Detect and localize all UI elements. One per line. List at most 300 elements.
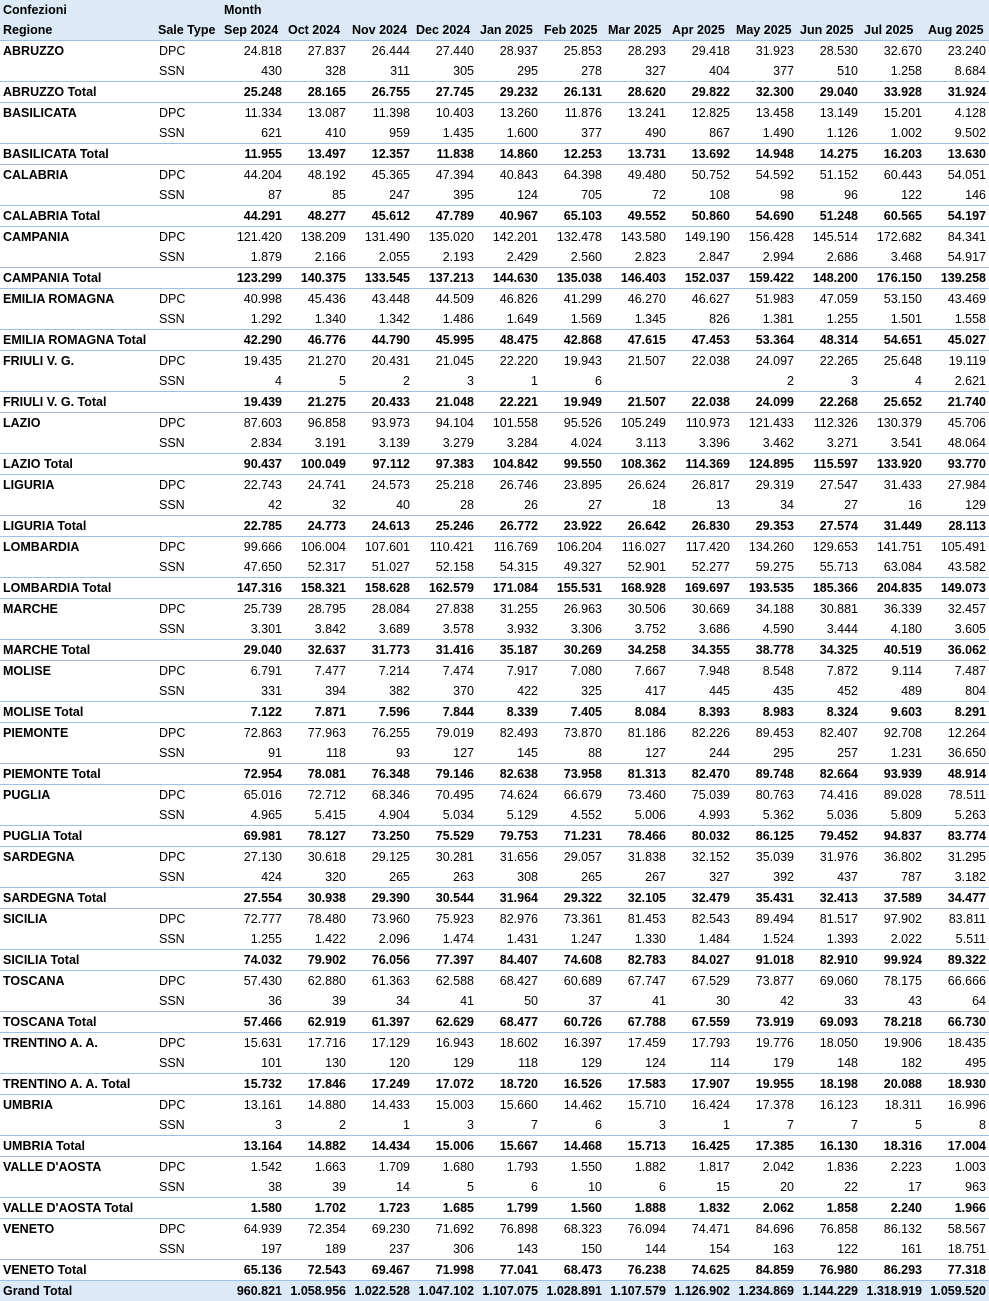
value-cell[interactable]: 107.601 <box>349 537 413 558</box>
value-cell[interactable]: 78.511 <box>925 785 989 806</box>
value-cell[interactable]: 1.524 <box>733 929 797 950</box>
value-cell[interactable]: 311 <box>349 61 413 82</box>
value-cell[interactable]: 58.567 <box>925 1219 989 1240</box>
value-cell[interactable]: 150 <box>541 1239 605 1260</box>
value-cell[interactable]: 105.249 <box>605 413 669 434</box>
value-cell[interactable]: 7.948 <box>669 661 733 682</box>
value-cell[interactable]: 32.670 <box>861 41 925 62</box>
value-cell[interactable]: 31.449 <box>861 516 925 537</box>
value-cell[interactable]: 60.726 <box>541 1012 605 1033</box>
value-cell[interactable]: 14.882 <box>285 1136 349 1157</box>
value-cell[interactable]: 75.039 <box>669 785 733 806</box>
value-cell[interactable]: 3.113 <box>605 433 669 454</box>
value-cell[interactable]: 48.064 <box>925 433 989 454</box>
region-total-label[interactable]: TOSCANA Total <box>0 1012 155 1033</box>
value-cell[interactable]: 74.032 <box>221 950 285 971</box>
value-cell[interactable]: 3.541 <box>861 433 925 454</box>
value-cell[interactable]: 45.027 <box>925 330 989 351</box>
value-cell[interactable]: 172.682 <box>861 227 925 248</box>
value-cell[interactable]: 265 <box>349 867 413 888</box>
value-cell[interactable]: 7.872 <box>797 661 861 682</box>
value-cell[interactable]: 117.420 <box>669 537 733 558</box>
value-cell[interactable]: 7.122 <box>221 702 285 723</box>
value-cell[interactable]: 1.340 <box>285 309 349 330</box>
region-cell[interactable] <box>0 495 155 516</box>
value-cell[interactable]: 14.275 <box>797 144 861 165</box>
value-cell[interactable]: 7.917 <box>477 661 541 682</box>
value-cell[interactable]: 33 <box>797 991 861 1012</box>
region-total-label[interactable]: LOMBARDIA Total <box>0 578 155 599</box>
value-cell[interactable]: 28.620 <box>605 82 669 103</box>
sale-type-cell[interactable] <box>155 578 221 599</box>
value-cell[interactable]: 1.484 <box>669 929 733 950</box>
value-cell[interactable]: 2.834 <box>221 433 285 454</box>
sale-type-cell[interactable]: SSN <box>155 371 221 392</box>
sale-type-cell[interactable] <box>155 888 221 909</box>
value-cell[interactable]: 189 <box>285 1239 349 1260</box>
value-cell[interactable]: 134.260 <box>733 537 797 558</box>
value-cell[interactable]: 41 <box>413 991 477 1012</box>
value-cell[interactable]: 18.316 <box>861 1136 925 1157</box>
value-cell[interactable]: 60.689 <box>541 971 605 992</box>
value-cell[interactable]: 76.056 <box>349 950 413 971</box>
value-cell[interactable]: 2.055 <box>349 247 413 268</box>
value-cell[interactable]: 20 <box>733 1177 797 1198</box>
region-cell[interactable]: PIEMONTE <box>0 723 155 744</box>
value-cell[interactable]: 79.452 <box>797 826 861 847</box>
value-cell[interactable]: 395 <box>413 185 477 206</box>
value-cell[interactable]: 263 <box>413 867 477 888</box>
value-cell[interactable]: 3.191 <box>285 433 349 454</box>
value-cell[interactable]: 1.680 <box>413 1157 477 1178</box>
value-cell[interactable]: 22.038 <box>669 351 733 372</box>
sale-type-cell[interactable]: SSN <box>155 619 221 640</box>
value-cell[interactable]: 18.050 <box>797 1033 861 1054</box>
value-cell[interactable]: 86.132 <box>861 1219 925 1240</box>
value-cell[interactable]: 1.490 <box>733 123 797 144</box>
value-cell[interactable]: 5.129 <box>477 805 541 826</box>
value-cell[interactable]: 16.130 <box>797 1136 861 1157</box>
value-cell[interactable]: 42 <box>221 495 285 516</box>
value-cell[interactable]: 37 <box>541 991 605 1012</box>
value-cell[interactable]: 1.888 <box>605 1198 669 1219</box>
value-cell[interactable]: 106.004 <box>285 537 349 558</box>
value-cell[interactable]: 19.776 <box>733 1033 797 1054</box>
value-cell[interactable]: 1.474 <box>413 929 477 950</box>
value-cell[interactable]: 114 <box>669 1053 733 1074</box>
value-cell[interactable]: 40.519 <box>861 640 925 661</box>
value-cell[interactable]: 101 <box>221 1053 285 1074</box>
value-cell[interactable]: 490 <box>605 123 669 144</box>
value-cell[interactable]: 2.847 <box>669 247 733 268</box>
value-cell[interactable]: 5.036 <box>797 805 861 826</box>
value-cell[interactable]: 30.618 <box>285 847 349 868</box>
value-cell[interactable]: 204.835 <box>861 578 925 599</box>
value-cell[interactable]: 80.763 <box>733 785 797 806</box>
value-cell[interactable]: 1.003 <box>925 1157 989 1178</box>
value-cell[interactable]: 81.453 <box>605 909 669 930</box>
value-cell[interactable]: 142.201 <box>477 227 541 248</box>
value-cell[interactable]: 9.603 <box>861 702 925 723</box>
value-cell[interactable]: 26.817 <box>669 475 733 496</box>
value-cell[interactable]: 11.876 <box>541 103 605 124</box>
value-cell[interactable]: 154 <box>669 1239 733 1260</box>
value-cell[interactable]: 91.018 <box>733 950 797 971</box>
value-cell[interactable]: 27.554 <box>221 888 285 909</box>
value-cell[interactable]: 76.858 <box>797 1219 861 1240</box>
value-cell[interactable]: 31.433 <box>861 475 925 496</box>
value-cell[interactable]: 16.943 <box>413 1033 477 1054</box>
value-cell[interactable]: 437 <box>797 867 861 888</box>
value-cell[interactable]: 7.214 <box>349 661 413 682</box>
value-cell[interactable]: 124 <box>605 1053 669 1074</box>
sale-type-cell[interactable] <box>155 1260 221 1281</box>
region-cell[interactable]: ABRUZZO <box>0 41 155 62</box>
value-cell[interactable]: 34.355 <box>669 640 733 661</box>
value-cell[interactable]: 13.260 <box>477 103 541 124</box>
value-cell[interactable]: 159.422 <box>733 268 797 289</box>
month-header[interactable]: Jun 2025 <box>797 20 861 41</box>
sale-type-cell[interactable]: DPC <box>155 599 221 620</box>
value-cell[interactable]: 435 <box>733 681 797 702</box>
value-cell[interactable]: 28.165 <box>285 82 349 103</box>
value-cell[interactable]: 18.602 <box>477 1033 541 1054</box>
value-cell[interactable]: 1.550 <box>541 1157 605 1178</box>
value-cell[interactable]: 50 <box>477 991 541 1012</box>
value-cell[interactable]: 24.097 <box>733 351 797 372</box>
value-cell[interactable]: 12.253 <box>541 144 605 165</box>
value-cell[interactable]: 121.433 <box>733 413 797 434</box>
sale-type-cell[interactable]: SSN <box>155 991 221 1012</box>
value-cell[interactable]: 370 <box>413 681 477 702</box>
value-cell[interactable]: 3.468 <box>861 247 925 268</box>
value-cell[interactable]: 2.193 <box>413 247 477 268</box>
value-cell[interactable]: 267 <box>605 867 669 888</box>
value-cell[interactable]: 53.150 <box>861 289 925 310</box>
value-cell[interactable]: 48.192 <box>285 165 349 186</box>
value-cell[interactable]: 54.197 <box>925 206 989 227</box>
value-cell[interactable]: 5 <box>861 1115 925 1136</box>
value-cell[interactable]: 2.062 <box>733 1198 797 1219</box>
value-cell[interactable]: 21.270 <box>285 351 349 372</box>
value-cell[interactable]: 24.773 <box>285 516 349 537</box>
value-cell[interactable]: 60.565 <box>861 206 925 227</box>
value-cell[interactable]: 76.238 <box>605 1260 669 1281</box>
value-cell[interactable]: 3.462 <box>733 433 797 454</box>
value-cell[interactable]: 1.393 <box>797 929 861 950</box>
value-cell[interactable]: 5 <box>285 371 349 392</box>
value-cell[interactable]: 44.204 <box>221 165 285 186</box>
value-cell[interactable]: 57.430 <box>221 971 285 992</box>
value-cell[interactable]: 39 <box>285 991 349 1012</box>
region-cell[interactable] <box>0 743 155 764</box>
value-cell[interactable]: 6 <box>605 1177 669 1198</box>
value-cell[interactable]: 1.342 <box>349 309 413 330</box>
value-cell[interactable]: 4.024 <box>541 433 605 454</box>
value-cell[interactable]: 54.315 <box>477 557 541 578</box>
region-cell[interactable] <box>0 371 155 392</box>
value-cell[interactable]: 28 <box>413 495 477 516</box>
value-cell[interactable]: 72.954 <box>221 764 285 785</box>
value-cell[interactable]: 8.324 <box>797 702 861 723</box>
value-cell[interactable]: 97.112 <box>349 454 413 475</box>
value-cell[interactable]: 141.751 <box>861 537 925 558</box>
value-cell[interactable]: 804 <box>925 681 989 702</box>
value-cell[interactable]: 3.578 <box>413 619 477 640</box>
region-cell[interactable] <box>0 247 155 268</box>
value-cell[interactable]: 1.126 <box>797 123 861 144</box>
value-cell[interactable]: 197 <box>221 1239 285 1260</box>
value-cell[interactable]: 101.558 <box>477 413 541 434</box>
value-cell[interactable]: 79.019 <box>413 723 477 744</box>
sale-type-cell[interactable]: SSN <box>155 867 221 888</box>
value-cell[interactable]: 15.713 <box>605 1136 669 1157</box>
grand-total-value[interactable]: 1.059.520 <box>925 1281 989 1301</box>
sale-type-cell[interactable] <box>155 392 221 413</box>
value-cell[interactable]: 73.361 <box>541 909 605 930</box>
value-cell[interactable]: 2.166 <box>285 247 349 268</box>
value-cell[interactable]: 116.769 <box>477 537 541 558</box>
value-cell[interactable]: 14.434 <box>349 1136 413 1157</box>
value-cell[interactable]: 51.152 <box>797 165 861 186</box>
month-header[interactable]: Feb 2025 <box>541 20 605 41</box>
value-cell[interactable]: 1.231 <box>861 743 925 764</box>
value-cell[interactable]: 69.060 <box>797 971 861 992</box>
measure-label[interactable]: Confezioni <box>0 0 155 20</box>
value-cell[interactable]: 3 <box>221 1115 285 1136</box>
value-cell[interactable]: 2.042 <box>733 1157 797 1178</box>
value-cell[interactable]: 75.923 <box>413 909 477 930</box>
value-cell[interactable]: 1.793 <box>477 1157 541 1178</box>
value-cell[interactable]: 81.186 <box>605 723 669 744</box>
value-cell[interactable]: 152.037 <box>669 268 733 289</box>
value-cell[interactable]: 308 <box>477 867 541 888</box>
value-cell[interactable]: 75.529 <box>413 826 477 847</box>
region-cell[interactable] <box>0 557 155 578</box>
value-cell[interactable]: 72.712 <box>285 785 349 806</box>
value-cell[interactable]: 26.131 <box>541 82 605 103</box>
value-cell[interactable]: 3.932 <box>477 619 541 640</box>
sale-type-cell[interactable] <box>155 1074 221 1095</box>
sale-type-cell[interactable]: SSN <box>155 1239 221 1260</box>
value-cell[interactable]: 34.258 <box>605 640 669 661</box>
value-cell[interactable]: 1.422 <box>285 929 349 950</box>
value-cell[interactable]: 11.398 <box>349 103 413 124</box>
sale-type-cell[interactable] <box>155 454 221 475</box>
value-cell[interactable]: 47.453 <box>669 330 733 351</box>
value-cell[interactable]: 2.621 <box>925 371 989 392</box>
value-cell[interactable]: 29.319 <box>733 475 797 496</box>
value-cell[interactable]: 138.209 <box>285 227 349 248</box>
region-cell[interactable]: EMILIA ROMAGNA <box>0 289 155 310</box>
value-cell[interactable]: 7.667 <box>605 661 669 682</box>
value-cell[interactable]: 92.708 <box>861 723 925 744</box>
value-cell[interactable]: 32.637 <box>285 640 349 661</box>
sale-type-cell[interactable]: SSN <box>155 309 221 330</box>
value-cell[interactable]: 89.748 <box>733 764 797 785</box>
value-cell[interactable]: 121.420 <box>221 227 285 248</box>
value-cell[interactable]: 149.190 <box>669 227 733 248</box>
value-cell[interactable]: 1.817 <box>669 1157 733 1178</box>
sale-type-cell[interactable] <box>155 826 221 847</box>
value-cell[interactable]: 10 <box>541 1177 605 1198</box>
value-cell[interactable]: 29.040 <box>221 640 285 661</box>
value-cell[interactable]: 71.998 <box>413 1260 477 1281</box>
value-cell[interactable]: 168.928 <box>605 578 669 599</box>
sale-type-cell[interactable] <box>155 1198 221 1219</box>
grand-total-value[interactable]: 1.107.075 <box>477 1281 541 1301</box>
grand-total-value[interactable]: 1.028.891 <box>541 1281 605 1301</box>
value-cell[interactable]: 24.741 <box>285 475 349 496</box>
value-cell[interactable]: 452 <box>797 681 861 702</box>
value-cell[interactable]: 149.073 <box>925 578 989 599</box>
value-cell[interactable]: 50.860 <box>669 206 733 227</box>
value-cell[interactable]: 78.480 <box>285 909 349 930</box>
value-cell[interactable]: 27.838 <box>413 599 477 620</box>
value-cell[interactable]: 2 <box>349 371 413 392</box>
value-cell[interactable]: 7.474 <box>413 661 477 682</box>
value-cell[interactable]: 74.608 <box>541 950 605 971</box>
value-cell[interactable]: 73.919 <box>733 1012 797 1033</box>
value-cell[interactable]: 131.490 <box>349 227 413 248</box>
value-cell[interactable]: 84.696 <box>733 1219 797 1240</box>
value-cell[interactable]: 1.836 <box>797 1157 861 1178</box>
region-total-label[interactable]: MOLISE Total <box>0 702 155 723</box>
value-cell[interactable]: 72.863 <box>221 723 285 744</box>
value-cell[interactable]: 26.963 <box>541 599 605 620</box>
value-cell[interactable]: 30.269 <box>541 640 605 661</box>
value-cell[interactable]: 3.605 <box>925 619 989 640</box>
value-cell[interactable]: 43.469 <box>925 289 989 310</box>
value-cell[interactable]: 163 <box>733 1239 797 1260</box>
sale-type-cell[interactable]: SSN <box>155 1053 221 1074</box>
value-cell[interactable]: 30 <box>669 991 733 1012</box>
sale-type-cell[interactable] <box>155 144 221 165</box>
grand-total-value[interactable]: 1.058.956 <box>285 1281 349 1301</box>
value-cell[interactable]: 18.198 <box>797 1074 861 1095</box>
value-cell[interactable]: 26.624 <box>605 475 669 496</box>
value-cell[interactable]: 14.462 <box>541 1095 605 1116</box>
region-cell[interactable]: LIGURIA <box>0 475 155 496</box>
value-cell[interactable]: 28.795 <box>285 599 349 620</box>
month-header[interactable]: Apr 2025 <box>669 20 733 41</box>
value-cell[interactable]: 7 <box>477 1115 541 1136</box>
month-header[interactable]: Mar 2025 <box>605 20 669 41</box>
sale-type-cell[interactable]: DPC <box>155 1033 221 1054</box>
value-cell[interactable]: 69.230 <box>349 1219 413 1240</box>
value-cell[interactable]: 41 <box>605 991 669 1012</box>
value-cell[interactable]: 32 <box>285 495 349 516</box>
value-cell[interactable]: 108.362 <box>605 454 669 475</box>
value-cell[interactable]: 8 <box>925 1115 989 1136</box>
value-cell[interactable]: 36.062 <box>925 640 989 661</box>
month-header[interactable]: Dec 2024 <box>413 20 477 41</box>
value-cell[interactable]: 68.473 <box>541 1260 605 1281</box>
value-cell[interactable]: 3.271 <box>797 433 861 454</box>
value-cell[interactable]: 87 <box>221 185 285 206</box>
region-cell[interactable] <box>0 805 155 826</box>
value-cell[interactable]: 18.311 <box>861 1095 925 1116</box>
value-cell[interactable]: 110.973 <box>669 413 733 434</box>
value-cell[interactable]: 48.914 <box>925 764 989 785</box>
region-total-label[interactable]: ABRUZZO Total <box>0 82 155 103</box>
value-cell[interactable]: 91 <box>221 743 285 764</box>
value-cell[interactable]: 143 <box>477 1239 541 1260</box>
value-cell[interactable]: 40 <box>349 495 413 516</box>
value-cell[interactable]: 13.692 <box>669 144 733 165</box>
value-cell[interactable]: 13.164 <box>221 1136 285 1157</box>
value-cell[interactable]: 93.973 <box>349 413 413 434</box>
value-cell[interactable]: 67.559 <box>669 1012 733 1033</box>
sale-type-cell[interactable]: SSN <box>155 61 221 82</box>
value-cell[interactable]: 34 <box>349 991 413 1012</box>
value-cell[interactable]: 129.653 <box>797 537 861 558</box>
value-cell[interactable]: 193.535 <box>733 578 797 599</box>
value-cell[interactable]: 22.785 <box>221 516 285 537</box>
value-cell[interactable]: 98 <box>733 185 797 206</box>
value-cell[interactable]: 5 <box>413 1177 477 1198</box>
value-cell[interactable]: 104.842 <box>477 454 541 475</box>
value-cell[interactable]: 89.322 <box>925 950 989 971</box>
value-cell[interactable]: 5.809 <box>861 805 925 826</box>
value-cell[interactable]: 73.870 <box>541 723 605 744</box>
value-cell[interactable]: 2.560 <box>541 247 605 268</box>
value-cell[interactable]: 5.006 <box>605 805 669 826</box>
value-cell[interactable]: 30.938 <box>285 888 349 909</box>
value-cell[interactable]: 31.656 <box>477 847 541 868</box>
region-cell[interactable]: LAZIO <box>0 413 155 434</box>
sale-type-cell[interactable]: SSN <box>155 1115 221 1136</box>
value-cell[interactable]: 53.364 <box>733 330 797 351</box>
value-cell[interactable]: 1.255 <box>797 309 861 330</box>
value-cell[interactable]: 78.466 <box>605 826 669 847</box>
value-cell[interactable]: 14.860 <box>477 144 541 165</box>
sale-type-cell[interactable]: DPC <box>155 971 221 992</box>
value-cell[interactable]: 66.679 <box>541 785 605 806</box>
value-cell[interactable]: 99.550 <box>541 454 605 475</box>
value-cell[interactable]: 76.898 <box>477 1219 541 1240</box>
value-cell[interactable]: 2.096 <box>349 929 413 950</box>
value-cell[interactable]: 13.241 <box>605 103 669 124</box>
region-cell[interactable]: UMBRIA <box>0 1095 155 1116</box>
value-cell[interactable]: 37.589 <box>861 888 925 909</box>
value-cell[interactable]: 19.943 <box>541 351 605 372</box>
value-cell[interactable]: 13.731 <box>605 144 669 165</box>
value-cell[interactable]: 2.686 <box>797 247 861 268</box>
value-cell[interactable]: 27.130 <box>221 847 285 868</box>
value-cell[interactable]: 495 <box>925 1053 989 1074</box>
value-cell[interactable]: 124 <box>477 185 541 206</box>
region-cell[interactable] <box>0 619 155 640</box>
value-cell[interactable]: 78.127 <box>285 826 349 847</box>
value-cell[interactable]: 61.363 <box>349 971 413 992</box>
value-cell[interactable]: 1.799 <box>477 1198 541 1219</box>
month-header[interactable]: Aug 2025 <box>925 20 989 41</box>
value-cell[interactable]: 22.265 <box>797 351 861 372</box>
value-cell[interactable]: 23.240 <box>925 41 989 62</box>
value-cell[interactable]: 22.221 <box>477 392 541 413</box>
value-cell[interactable]: 62.919 <box>285 1012 349 1033</box>
value-cell[interactable]: 35.187 <box>477 640 541 661</box>
value-cell[interactable]: 82.664 <box>797 764 861 785</box>
sale-type-cell[interactable] <box>155 950 221 971</box>
value-cell[interactable]: 3.279 <box>413 433 477 454</box>
value-cell[interactable]: 26 <box>477 495 541 516</box>
value-cell[interactable]: 16.424 <box>669 1095 733 1116</box>
value-cell[interactable]: 99.666 <box>221 537 285 558</box>
value-cell[interactable]: 73.460 <box>605 785 669 806</box>
value-cell[interactable]: 29.822 <box>669 82 733 103</box>
